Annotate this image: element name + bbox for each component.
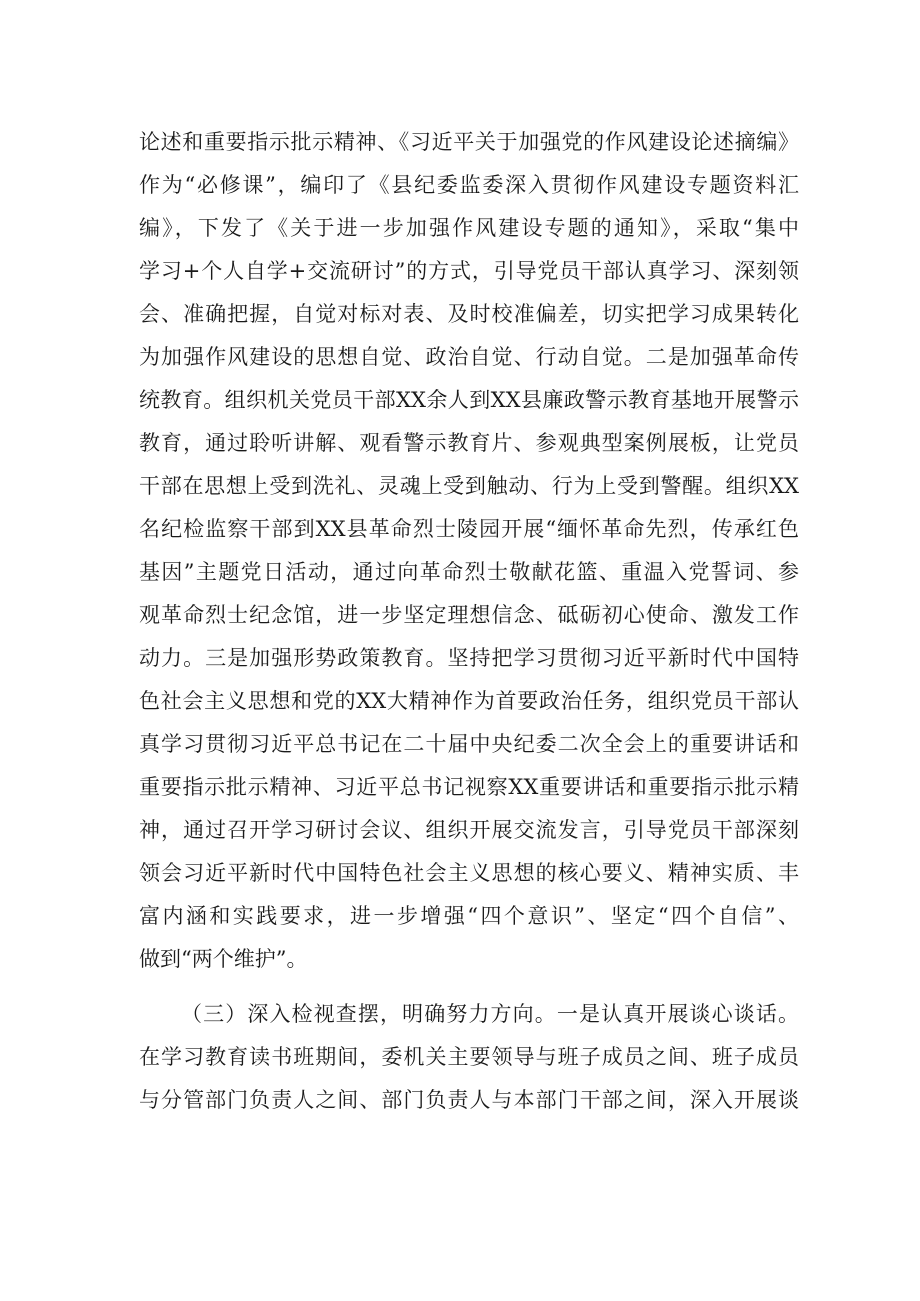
text-line: 编》，下发了《关于进一步加强作风建设专题的通知》，采取“集中 [139, 216, 799, 240]
text-line: 作为“必修课”，编印了《县纪委监委深入贯彻作风建设专题资料汇 [139, 173, 799, 197]
text-line: 色社会主义思想和党的XX大精神作为首要政治任务，组织党员干部认 [139, 689, 799, 713]
text-line: 神，通过召开学习研讨会议、组织开展交流发言，引导党员干部深刻 [139, 818, 799, 842]
text-line: 富内涵和实践要求，进一步增强“四个意识”、坚定“四个自信”、 [139, 904, 799, 928]
text-line: 与分管部门负责人之间、部门负责人与本部门干部之间，深入开展谈 [139, 1088, 799, 1112]
text-line: 名纪检监察干部到XX县革命烈士陵园开展“缅怀革命先烈，传承红色 [139, 517, 799, 541]
text-line: 动力。三是加强形势政策教育。坚持把学习贯彻习近平新时代中国特 [139, 646, 799, 670]
text-line: 会、准确把握，自觉对标对表、及时校准偏差，切实把学习成果转化 [139, 302, 799, 326]
text-line: 在学习教育读书班期间，委机关主要领导与班子成员之间、班子成员 [139, 1045, 799, 1069]
text-line: 领会习近平新时代中国特色社会主义思想的核心要义、精神实质、丰 [139, 861, 799, 885]
text-line: 为加强作风建设的思想自觉、政治自觉、行动自觉。二是加强革命传 [139, 345, 799, 369]
text-line: 重要指示批示精神、习近平总书记视察XX重要讲话和重要指示批示精 [139, 775, 799, 799]
text-line: 干部在思想上受到洗礼、灵魂上受到触动、行为上受到警醒。组织XX [139, 474, 799, 498]
section-heading-line: （三）深入检视查摆，明确努力方向。一是认真开展谈心谈话。 [181, 1002, 799, 1026]
text-line: 基因”主题党日活动，通过向革命烈士敬献花篮、重温入党誓词、参 [139, 560, 799, 584]
text-line: 观革命烈士纪念馆，进一步坚定理想信念、砥砺初心使命、激发工作 [139, 603, 799, 627]
text-line: 真学习贯彻习近平总书记在二十届中央纪委二次全会上的重要讲话和 [139, 732, 799, 756]
text-line: 学习+个人自学+交流研讨”的方式，引导党员干部认真学习、深刻领 [139, 259, 799, 283]
text-line: 教育，通过聆听讲解、观看警示教育片、参观典型案例展板，让党员 [139, 431, 799, 455]
text-line: 做到“两个维护”。 [139, 947, 308, 971]
text-line: 统教育。组织机关党员干部XX余人到XX县廉政警示教育基地开展警示 [139, 388, 799, 412]
text-line: 论述和重要指示批示精神、《习近平关于加强党的作风建设论述摘编》 [139, 130, 799, 154]
